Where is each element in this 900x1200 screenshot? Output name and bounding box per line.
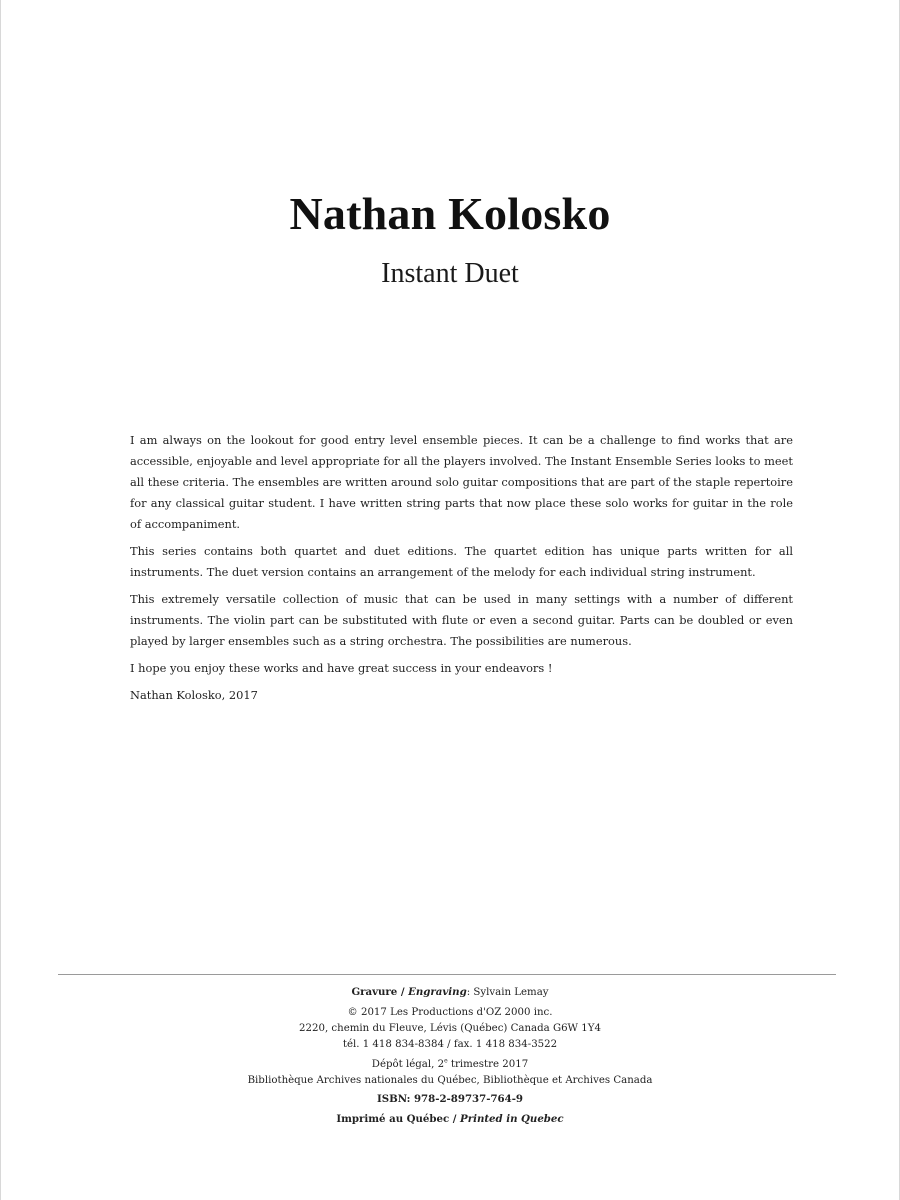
preface-paragraph-4: I hope you enjoy these works and have great success in your endeavors !: [130, 661, 553, 675]
engraving-credit: [0, 984, 900, 1001]
engraving-colon: :: [466, 987, 474, 998]
legal-deposit-superscript: e: [444, 1057, 448, 1065]
printed-fr: Imprimé au Québec: [336, 1113, 450, 1125]
engraving-label-fr: Gravure: [351, 986, 398, 998]
preface-paragraph-3: This extremely versatile collection of music that can be used in many settings with a number of different instruments. The violin part can be substituted with flute or even a second guitar. Parts can be doubled or even played by larger ensembles such as a string orchestra. The possibilities are numerous.: [130, 592, 793, 648]
preface-paragraph-2: This series contains both quartet and duet editions. The quartet edition has unique parts written for all instruments. The duet version contains an arrangement of the melody for each individual string instrument.: [130, 544, 793, 579]
colophon: [0, 984, 900, 1128]
printed-en: Printed in Quebec: [460, 1113, 564, 1125]
publisher-phone: tél. 1 418 834-8384 / fax. 1 418 834-3522: [342, 1039, 558, 1050]
libraries-line: Bibliothèque Archives nationales du Québec, Bibliothèque et Archives Canada: [247, 1075, 653, 1086]
legal-deposit-suffix: trimestre 2017: [447, 1059, 529, 1070]
engraver-name: Sylvain Lemay: [473, 987, 549, 998]
printed-separator: /: [449, 1113, 461, 1125]
work-subtitle: Instant Duet: [381, 258, 519, 289]
engraving-separator: /: [397, 986, 409, 998]
legal-deposit: [0, 1057, 900, 1073]
preface-paragraph-1: I am always on the lookout for good entry level ensemble pieces. It can be a challenge to find works that are accessible, enjoyable and level appropriate for all the players involved. The Instant Ensemble Series looks to meet all these criteria. The ensembles are written around solo guitar compositions that are part of the staple repertoire for any classical guitar student. I have written string parts that now place these solo works for guitar in the role of accompaniment.: [130, 433, 793, 531]
printed-line: [0, 1111, 900, 1128]
preface-text: [130, 430, 793, 712]
composer-title: Nathan Kolosko: [289, 188, 611, 239]
preface-signature: Nathan Kolosko, 2017: [130, 688, 258, 702]
isbn-line: ISBN: 978-2-89737-764-9: [376, 1093, 524, 1105]
colophon-divider: [58, 974, 836, 975]
copyright-line: © 2017 Les Productions d'OZ 2000 inc.: [347, 1007, 553, 1018]
engraving-label-en: Engraving: [408, 986, 467, 998]
legal-deposit-prefix: Dépôt légal, 2: [371, 1059, 445, 1070]
publisher-address: 2220, chemin du Fleuve, Lévis (Québec) Canada G6W 1Y4: [299, 1023, 601, 1034]
